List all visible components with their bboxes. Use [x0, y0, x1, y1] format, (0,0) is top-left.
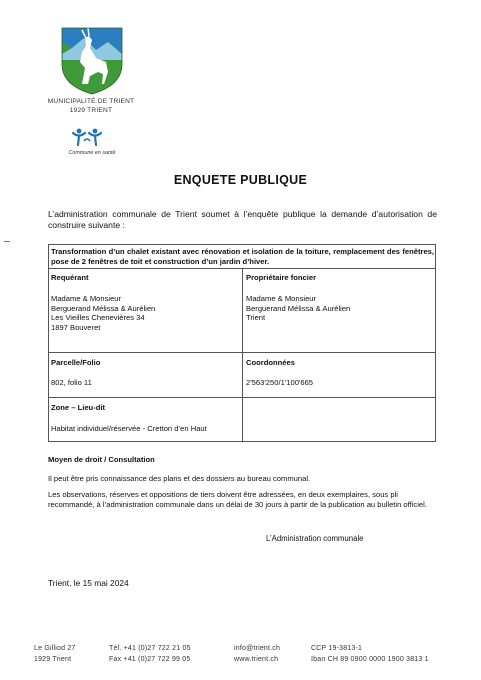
footer-bank	[311, 643, 429, 665]
table-divider	[48, 352, 436, 353]
coordonnees-value: 2'563'250/1'100'665	[246, 378, 314, 387]
intro-paragraph: L’administration communale de Trient soumet à l’enquête publique la demande d’autorisation de construire suivante :	[48, 209, 437, 230]
requerant-line: Madame & Monsieur	[51, 294, 122, 303]
consultation-paragraph: Il peut être pris connaissance des plans et des dossiers au bureau communal.	[48, 474, 311, 483]
municipality-city: 1929 TRIENT	[69, 107, 113, 114]
chamois-crest-icon	[58, 24, 126, 96]
requerant-heading: Requérant	[51, 273, 89, 282]
proprietaire-heading: Propriétaire foncier	[246, 273, 317, 282]
requerant-details	[51, 294, 155, 332]
footer-line: CCP 19-3813-1	[311, 645, 363, 652]
proprietaire-details	[246, 294, 350, 323]
commune-en-sante-logo-icon	[70, 127, 104, 147]
municipality-name: MUNICIPALITÉ DE TRIENT	[47, 98, 135, 105]
project-description: Transformation d’un chalet existant avec rénovation et isolation de la toiture, remplacement des fenêtres, pose de 2 fenêtres de toit et construction d’un jardin d’hiver.	[51, 247, 434, 266]
footer-line: Fax +41 (0)27 722 99 05	[109, 656, 191, 663]
consultation-heading: Moyen de droit / Consultation	[48, 455, 155, 464]
proprietaire-line: Trient	[246, 313, 266, 322]
zone-value: Habitat individuel/réservée - Cretton d’en Haut	[51, 424, 207, 433]
footer-line: Tél. +41 (0)27 722 21 05	[109, 645, 191, 652]
footer-website-link[interactable]: www.trient.ch	[234, 656, 279, 663]
coordonnees-heading: Coordonnées	[246, 358, 295, 367]
parcelle-value: 802, folio 11	[51, 378, 92, 387]
footer-line: Le Gilliod 27	[34, 645, 76, 652]
footer-line: Iban CH 89 0900 0000 1900 3813 1	[311, 656, 429, 663]
page-title: ENQUETE PUBLIQUE	[173, 173, 308, 187]
zone-heading: Zone – Lieu-dit	[51, 403, 105, 412]
table-divider	[242, 268, 243, 442]
proprietaire-line: Madame & Monsieur	[246, 294, 317, 303]
footer-email-link[interactable]: info@trient.ch	[234, 645, 281, 652]
footer-web	[234, 643, 280, 665]
footer-phone	[109, 643, 191, 665]
date-line: Trient, le 15 mai 2024	[48, 578, 129, 588]
table-divider	[48, 397, 436, 398]
requerant-line: Les Vieilles Chenevières 34	[51, 313, 145, 322]
table-divider	[48, 268, 436, 269]
proprietaire-line: Berguerand Mélissa & Aurélien	[246, 303, 351, 313]
requerant-line: 1897 Bouveret	[51, 322, 101, 332]
footer-line: 1929 Trient	[34, 656, 72, 663]
margin-mark	[4, 241, 10, 242]
footer-address	[34, 643, 76, 665]
signature: L’Administration communale	[266, 534, 364, 543]
parcelle-heading: Parcelle/Folio	[51, 358, 101, 367]
commune-label: Commune en santé	[68, 150, 116, 156]
requerant-line: Berguerand Mélissa & Aurélien	[51, 303, 156, 313]
consultation-paragraph: Les observations, réserves et oppositions de tiers doivent être adressées, en deux exemplaires, sous pli recommandé, à l’administration communale dans un délai de 30 jours à partir de la publication au bulletin officiel.	[48, 490, 427, 509]
